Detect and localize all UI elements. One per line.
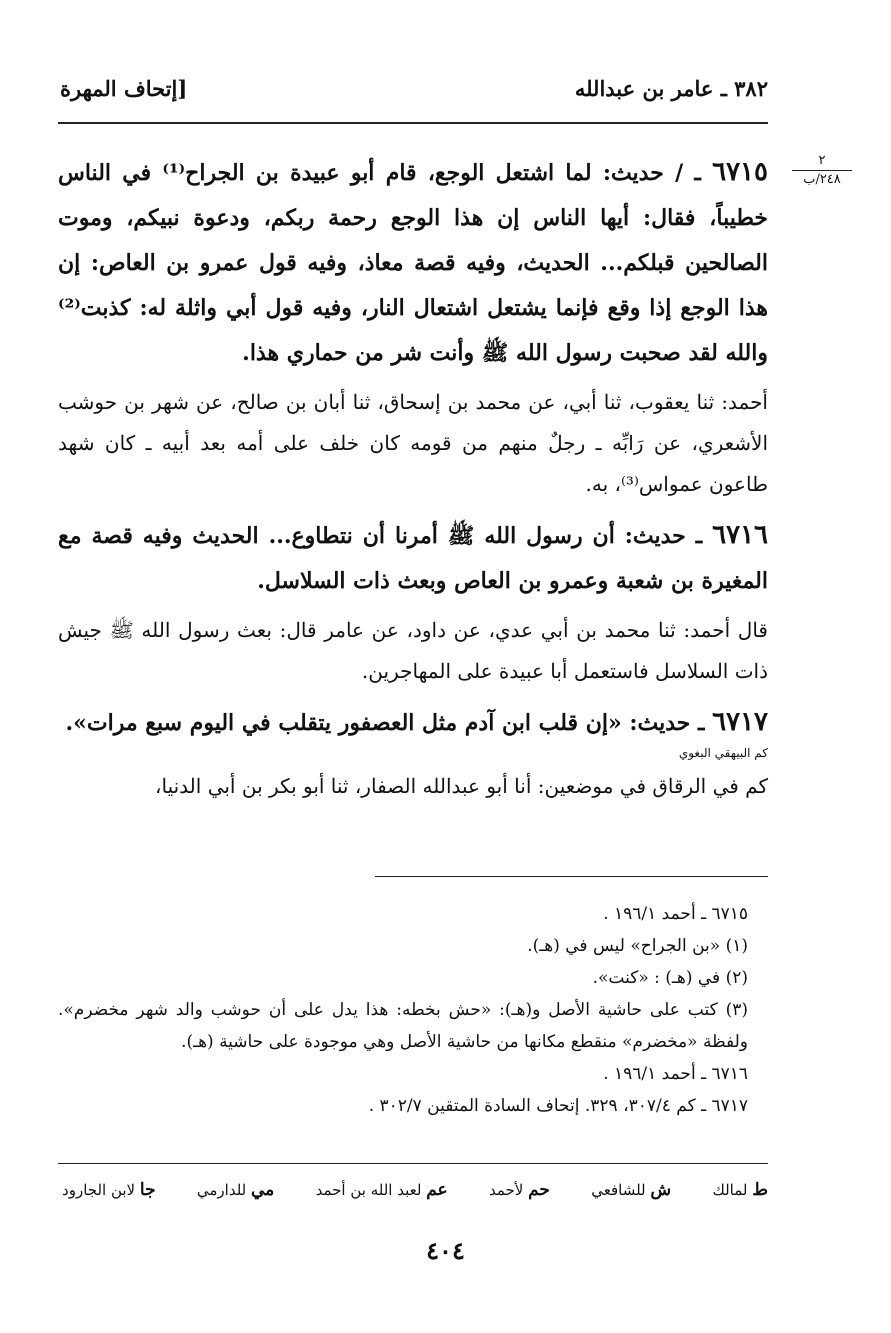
page-number: ٤٠٤ (426, 1236, 465, 1265)
book-title: [إتحاف المهرة (60, 76, 188, 101)
footnotes (58, 898, 768, 1122)
legend-item (62, 1180, 156, 1200)
chapter-title: ٣٨٢ ـ عامر بن عبدالله (574, 76, 768, 101)
legend-key: حم (528, 1180, 550, 1200)
footnote: ٦٧١٧ ـ كم ٣٠٧/٤، ٣٢٩. إتحاف السادة المتقين ٣٠٢/٧ . (368, 1096, 748, 1116)
hadith-text (58, 700, 768, 746)
legend-divider (58, 1163, 768, 1164)
legend-item (197, 1180, 274, 1200)
hadith-body: ـ / حديث: لما اشتعل الوجع، قام أبو عبيدة بن الجراح⁽¹⁾ في الناس خطيباً، فقال: أيها الناس إن هذا الوجع رحمة ربكم، ودعوة نبيكم، وموت الصالحين قبلكم... الحديث، وفيه قصة معاذ، وفيه قول عمرو بن العاص: إن هذا الوجع إذا وقع فإنما يشتعل اشتعال النار، وفيه قول أبي واثلة له: كذبت⁽²⁾ والله لقد صحبت رسول الله ﷺ وأنت شر من حماري هذا. (58, 160, 768, 366)
legend-item (591, 1180, 671, 1200)
hadith-number: ٦٧١٥ (712, 157, 768, 187)
margin-note-bottom: ٢٤٨/ب (803, 172, 841, 187)
legend-label: لعبد الله بن أحمد (315, 1181, 422, 1199)
hadith-text (58, 513, 768, 604)
legend-item (316, 1180, 448, 1200)
margin-note-top: ٢ (792, 152, 852, 171)
legend-label: للدارمي (196, 1181, 247, 1199)
margin-manuscript-reference (792, 152, 852, 189)
hadith-entry (58, 700, 768, 807)
footnote: ٦٧١٦ ـ أحمد ١٩٦/١ . (603, 1064, 748, 1084)
hadith-number: ٦٧١٧ (712, 707, 768, 737)
legend-item (489, 1180, 550, 1200)
hadith-entry (58, 150, 768, 505)
legend-label: لأحمد (488, 1181, 524, 1199)
hadith-entry (58, 513, 768, 692)
legend-key: ش (650, 1180, 672, 1200)
legend-item (712, 1180, 768, 1200)
legend-key: جا (139, 1180, 156, 1200)
source-abbreviation: كم البيهقي البغوي (678, 746, 768, 760)
footnote: (٣) كتب على حاشية الأصل و(هـ): «حش بخطه: هذا يدل على أن حوشب والد شهر مخضرم». ولفظة «مخضرم» منقطع مكانها من حاشية الأصل وهي موجودة على حاشية (هـ). (58, 1000, 748, 1052)
isnad-text: كم في الرقاق في موضعين: أنا أبو عبدالله الصفار، ثنا أبو بكر بن أبي الدنيا، (155, 774, 768, 798)
page-header (60, 76, 768, 101)
legend-key: مي (251, 1180, 275, 1200)
footnote: (١) «بن الجراح» ليس في (هـ). (527, 936, 748, 956)
footnote: (٢) في (هـ) : «كنت». (592, 968, 748, 988)
legend-label: لابن الجارود (62, 1181, 136, 1199)
isnad-text: قال أحمد: ثنا محمد بن أبي عدي، عن داود، عن عامر قال: بعث رسول الله ﷺ جيش ذات السلاسل فاستعمل أبا عبيدة على المهاجرين. (58, 618, 768, 683)
isnad-text: أحمد: ثنا يعقوب، ثنا أبي، عن محمد بن إسحاق، ثنا أبان بن صالح، عن شهر بن حوشب الأشعري، عن رَابِّه ـ رجلٌ منهم من قومه كان خلف على أمه بعد أبيه ـ كان شهد طاعون عمواس⁽³⁾، به. (58, 390, 768, 496)
main-text (58, 150, 768, 815)
legend-label: للشافعي (591, 1181, 646, 1199)
legend-key: ط (752, 1180, 768, 1200)
header-divider (58, 122, 768, 124)
hadith-body: ـ حديث: أن رسول الله ﷺ أمرنا أن نتطاوع... الحديث وفيه قصة مع المغيرة بن شعبة وعمرو بن العاص وبعث ذات السلاسل. (58, 523, 768, 594)
footnote-divider (375, 876, 768, 877)
footnote: ٦٧١٥ ـ أحمد ١٩٦/١ . (603, 904, 748, 924)
legend-key: عم (426, 1180, 448, 1200)
legend-label: لمالك (712, 1181, 748, 1199)
hadith-number: ٦٧١٦ (712, 520, 768, 550)
hadith-body: ـ حديث: «إن قلب ابن آدم مثل العصفور يتقلب في اليوم سبع مرات». (65, 710, 705, 736)
hadith-text (58, 150, 768, 376)
abbreviation-legend (62, 1180, 768, 1200)
